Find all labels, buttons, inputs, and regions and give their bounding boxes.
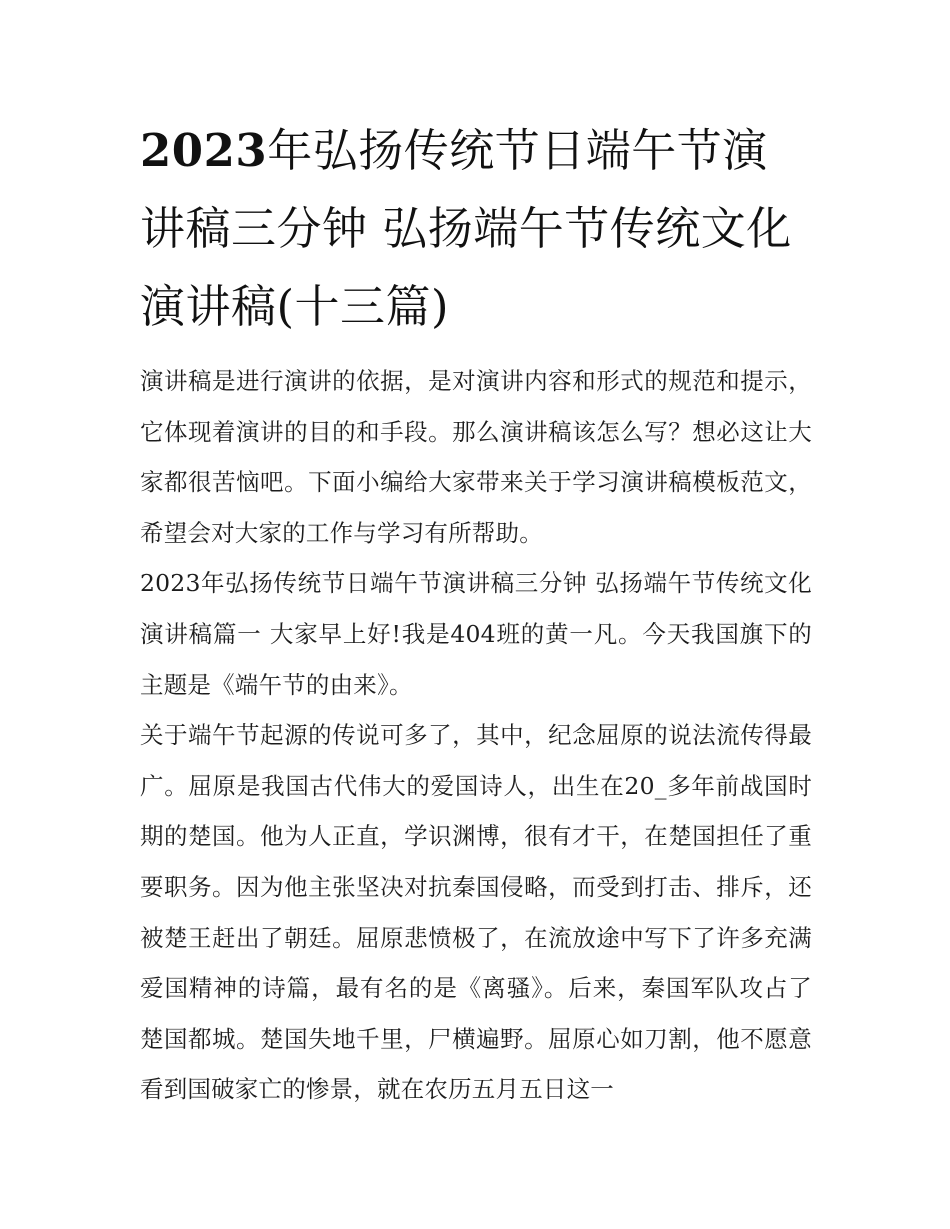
intro-paragraph: 演讲稿是进行演讲的依据，是对演讲内容和形式的规范和提示，它体现着演讲的目的和手段。那么演讲稿该怎么写？想必这让大家都很苦恼吧。下面小编给大家带来关于学习演讲稿模板范文，希望会对大家的工作与学习有所帮助。	[140, 367, 812, 547]
speech-heading-paragraph: 2023年弘扬传统节日端午节演讲稿三分钟 弘扬端午节传统文化演讲稿篇一 大家早上好!我是404班的黄一凡。今天我国旗下的主题是《端午节的由来》。	[140, 569, 812, 699]
document-body	[140, 356, 812, 1115]
document-page	[140, 112, 812, 1115]
title-text: 年弘扬传统节日端午节演讲稿三分钟 弘扬端午节传统文化演讲稿(十三篇)	[140, 124, 792, 333]
origin-story-paragraph: 关于端午节起源的传说可多了，其中，纪念屈原的说法流传得最广。屈原是我国古代伟大的爱国诗人，出生在20_多年前战国时期的楚国。他为人正直，学识渊博，很有才干，在楚国担任了重要职务。因为他主张坚决对抗秦国侵略，而受到打击、排斥，还被楚王赶出了朝廷。屈原悲愤极了，在流放途中写下了许多充满爱国精神的诗篇，最有名的是《离骚》。后来，秦国军队攻占了楚国都城。楚国失地千里，尸横遍野。屈原心如刀割，他不愿意看到国破家亡的惨景，就在农历五月五日这一	[140, 721, 812, 1104]
title-year: 2023	[140, 124, 268, 177]
document-title	[140, 112, 812, 346]
